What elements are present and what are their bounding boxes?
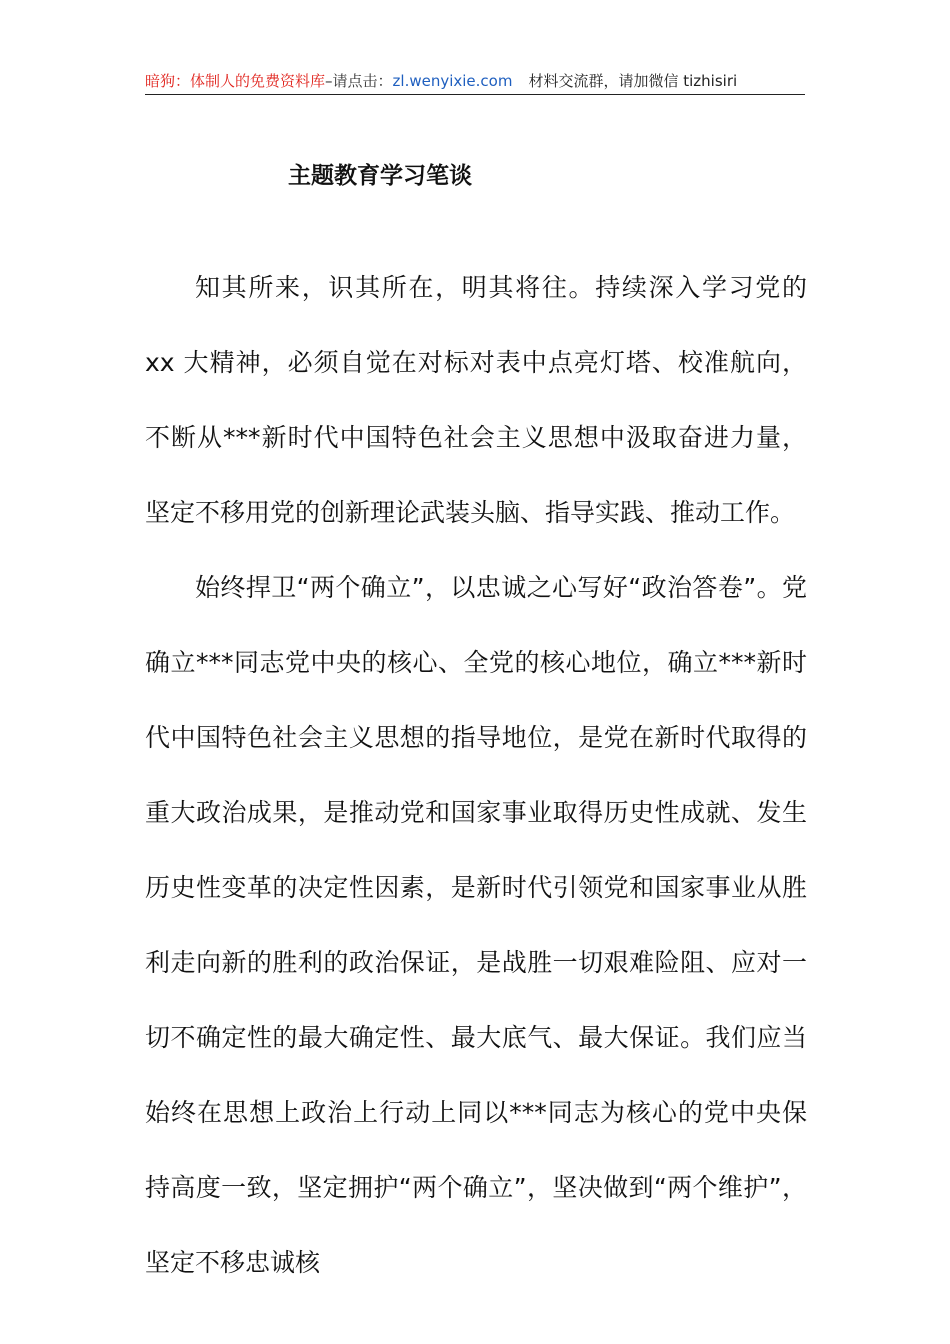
- page-header: [145, 70, 805, 95]
- paragraph: 知其所来，识其所在，明其将往。持续深入学习党的 xx 大精神，必须自觉在对标对表中点亮灯塔、校准航向，不断从***新时代中国特色社会主义思想中汲取奋进力量，坚定不移用党的创新理论武装头脑、指导实践、推动工作。: [145, 273, 807, 527]
- header-url-link[interactable]: zl.wenyixie.com: [392, 72, 513, 90]
- document-title: 主题教育学习笔谈: [288, 163, 472, 189]
- header-note: 材料交流群，请加微信 tizhisiri: [528, 72, 738, 90]
- paragraph: 始终捍卫“两个确立”，以忠诚之心写好“政治答卷”。党确立***同志党中央的核心、全党的核心地位，确立***新时代中国特色社会主义思想的指导地位，是党在新时代取得的重大政治成果，是推动党和国家事业取得历史性成就、发生历史性变革的决定性因素，是新时代引领党和国家事业从胜利走向新的胜利的政治保证，是战胜一切艰难险阻、应对一切不确定性的最大确定性、最大底气、最大保证。我们应当始终在思想上政治上行动上同以***同志为核心的党中央保持高度一致，坚定拥护“两个确立”，坚决做到“两个维护”，坚定不移忠诚核: [145, 573, 807, 1277]
- header-brand: 暗狗：体制人的免费资料库: [145, 72, 326, 90]
- document-body: [145, 250, 807, 1300]
- header-prompt: –请点击：: [325, 72, 393, 90]
